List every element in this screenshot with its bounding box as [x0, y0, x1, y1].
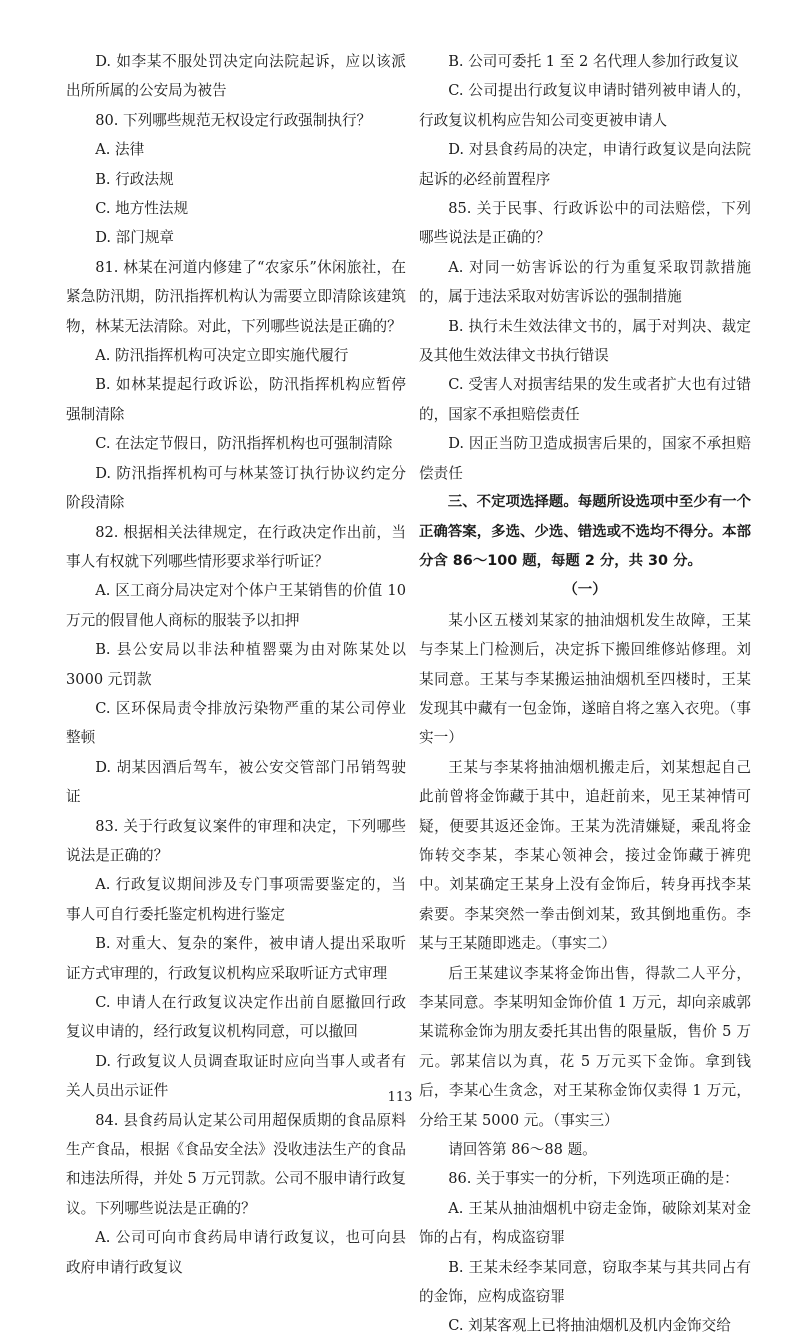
paragraph: A. 王某从抽油烟机中窃走金饰，破除刘某对金饰的占有，构成盗窃罪 — [419, 1199, 751, 1247]
right-column — [419, 47, 751, 1341]
paragraph: C. 区环保局责令排放污染物严重的某公司停业整顿 — [66, 699, 406, 747]
paragraph: B. 执行未生效法律文书的，属于对判决、裁定及其他生效法律文书执行错误 — [419, 317, 751, 365]
paragraph: D. 防汛指挥机构可与林某签订执行协议约定分阶段清除 — [66, 464, 406, 512]
paragraph: 86. 关于事实一的分析，下列选项正确的是： — [448, 1170, 739, 1188]
paragraph: D. 部门规章 — [95, 229, 175, 247]
paragraph: A. 对同一妨害诉讼的行为重复采取罚款措施的，属于违法采取对妨害诉讼的强制措施 — [419, 258, 751, 306]
paragraph: B. 如林某提起行政诉讼，防汛指挥机构应暂停强制清除 — [66, 376, 406, 423]
paragraph: A. 行政复议期间涉及专门事项需要鉴定的，当事人可自行委托鉴定机构进行鉴定 — [66, 876, 406, 923]
paragraph: 85. 关于民事、行政诉讼中的司法赔偿，下列哪些说法是正确的？ — [419, 200, 751, 247]
paragraph: D. 因正当防卫造成损害后果的，国家不承担赔偿责任 — [419, 435, 751, 482]
section-heading: （一） — [563, 582, 607, 599]
paragraph: A. 防汛指挥机构可决定立即实施代履行 — [95, 347, 349, 365]
paragraph: C. 受害人对损害结果的发生或者扩大也有过错的，国家不承担赔偿责任 — [419, 376, 751, 423]
paragraph: 83. 关于行政复议案件的审理和决定，下列哪些说法是正确的？ — [66, 817, 406, 864]
paragraph: 后王某建议李某将金饰出售，得款二人平分，李某同意。李某明知金饰价值 1 万元，却向亲戚郭某谎称金饰为朋友委托其出售的限量版，售价 5 万元。郭某信以为真，花 5 万元买下金饰。拿到钱后，李某心生贪念，对王某称金饰仅卖得 1 万元，分给王某 5000 元。（事实三） — [419, 964, 751, 1129]
paragraph: 84. 县食药局认定某公司用超保质期的食品原料生产食品，根据《食品安全法》没收违法生产的食品和违法所得，并处 5 万元罚款。公司不服申请行政复议。下列哪些说法是正确的？ — [66, 1111, 406, 1217]
paragraph: D. 对县食药局的决定，申请行政复议是向法院起诉的必经前置程序 — [419, 141, 751, 188]
paragraph: C. 在法定节假日，防汛指挥机构也可强制清除 — [95, 435, 393, 453]
paragraph: A. 区工商分局决定对个体户王某销售的价值 10 万元的假冒他人商标的服装予以扣押 — [66, 582, 406, 629]
paragraph: 81. 林某在河道内修建了“农家乐”休闲旅社，在紧急防汛期，防汛指挥机构认为需要立即清除该建筑物，林某无法清除。对此，下列哪些说法是正确的？ — [66, 258, 406, 335]
paragraph: 80. 下列哪些规范无权设定行政强制执行？ — [95, 111, 372, 129]
paragraph: C. 地方性法规 — [95, 200, 189, 218]
section-heading: 三、不定项选择题。每题所设选项中至少有一个正确答案，多选、少选、错选或不选均不得分。本部分含 86～100 题，每题 2 分，共 30 分。 — [419, 494, 751, 569]
paragraph: B. 行政法规 — [95, 170, 174, 188]
paragraph: C. 申请人在行政复议决定作出前自愿撤回行政复议申请的，经行政复议机构同意，可以撤回 — [66, 994, 406, 1041]
paragraph: 某小区五楼刘某家的抽油烟机发生故障，王某与李某上门检测后，决定拆下搬回维修站修理。刘某同意。王某与李某搬运抽油烟机至四楼时，王某发现其中藏有一包金饰，遂暗自将之塞入衣兜。（事实一） — [419, 611, 751, 747]
paragraph: B. 县公安局以非法种植罂粟为由对陈某处以 3000 元罚款 — [66, 641, 406, 688]
paragraph: D. 行政复议人员调查取证时应向当事人或者有关人员出示证件 — [66, 1052, 406, 1100]
paragraph: B. 公司可委托 1 至 2 名代理人参加行政复议 — [448, 53, 739, 70]
paragraph: D. 胡某因酒后驾车，被公安交管部门吊销驾驶证 — [66, 758, 406, 806]
paragraph: 王某与李某将抽油烟机搬走后，刘某想起自己此前曾将金饰藏于其中，追赶前来，见王某神情可疑，便要其返还金饰。王某为洗清嫌疑，乘乱将金饰转交李某，李某心领神会，接过金饰藏于裤兜中。刘某确定王某身上没有金饰后，转身再找李某索要。李某突然一拳击倒刘某，致其倒地重伤。李某与王某随即逃走。（事实二） — [419, 758, 751, 953]
page-number: 113 — [387, 1090, 413, 1105]
paragraph: C. 公司提出行政复议申请时错列被申请人的，行政复议机构应告知公司变更被申请人 — [419, 82, 751, 129]
paragraph: 82. 根据相关法律规定，在行政决定作出前，当事人有权就下列哪些情形要求举行听证？ — [66, 523, 406, 570]
paragraph: A. 法律 — [95, 141, 145, 159]
paragraph: A. 公司可向市食药局申请行政复议，也可向县政府申请行政复议 — [66, 1229, 406, 1276]
paragraph: 请回答第 86～88 题。 — [448, 1141, 597, 1159]
paragraph: C. 刘某客观上已将抽油烟机及机内金饰交给 — [448, 1317, 731, 1335]
paragraph: D. 如李某不服处罚决定向法院起诉，应以该派出所所属的公安局为被告 — [66, 53, 406, 100]
paragraph: B. 王某未经李某同意，窃取李某与其共同占有的金饰，应构成盗窃罪 — [419, 1258, 751, 1306]
paragraph: B. 对重大、复杂的案件，被申请人提出采取听证方式审理的，行政复议机构应采取听证方式审理 — [66, 935, 406, 982]
